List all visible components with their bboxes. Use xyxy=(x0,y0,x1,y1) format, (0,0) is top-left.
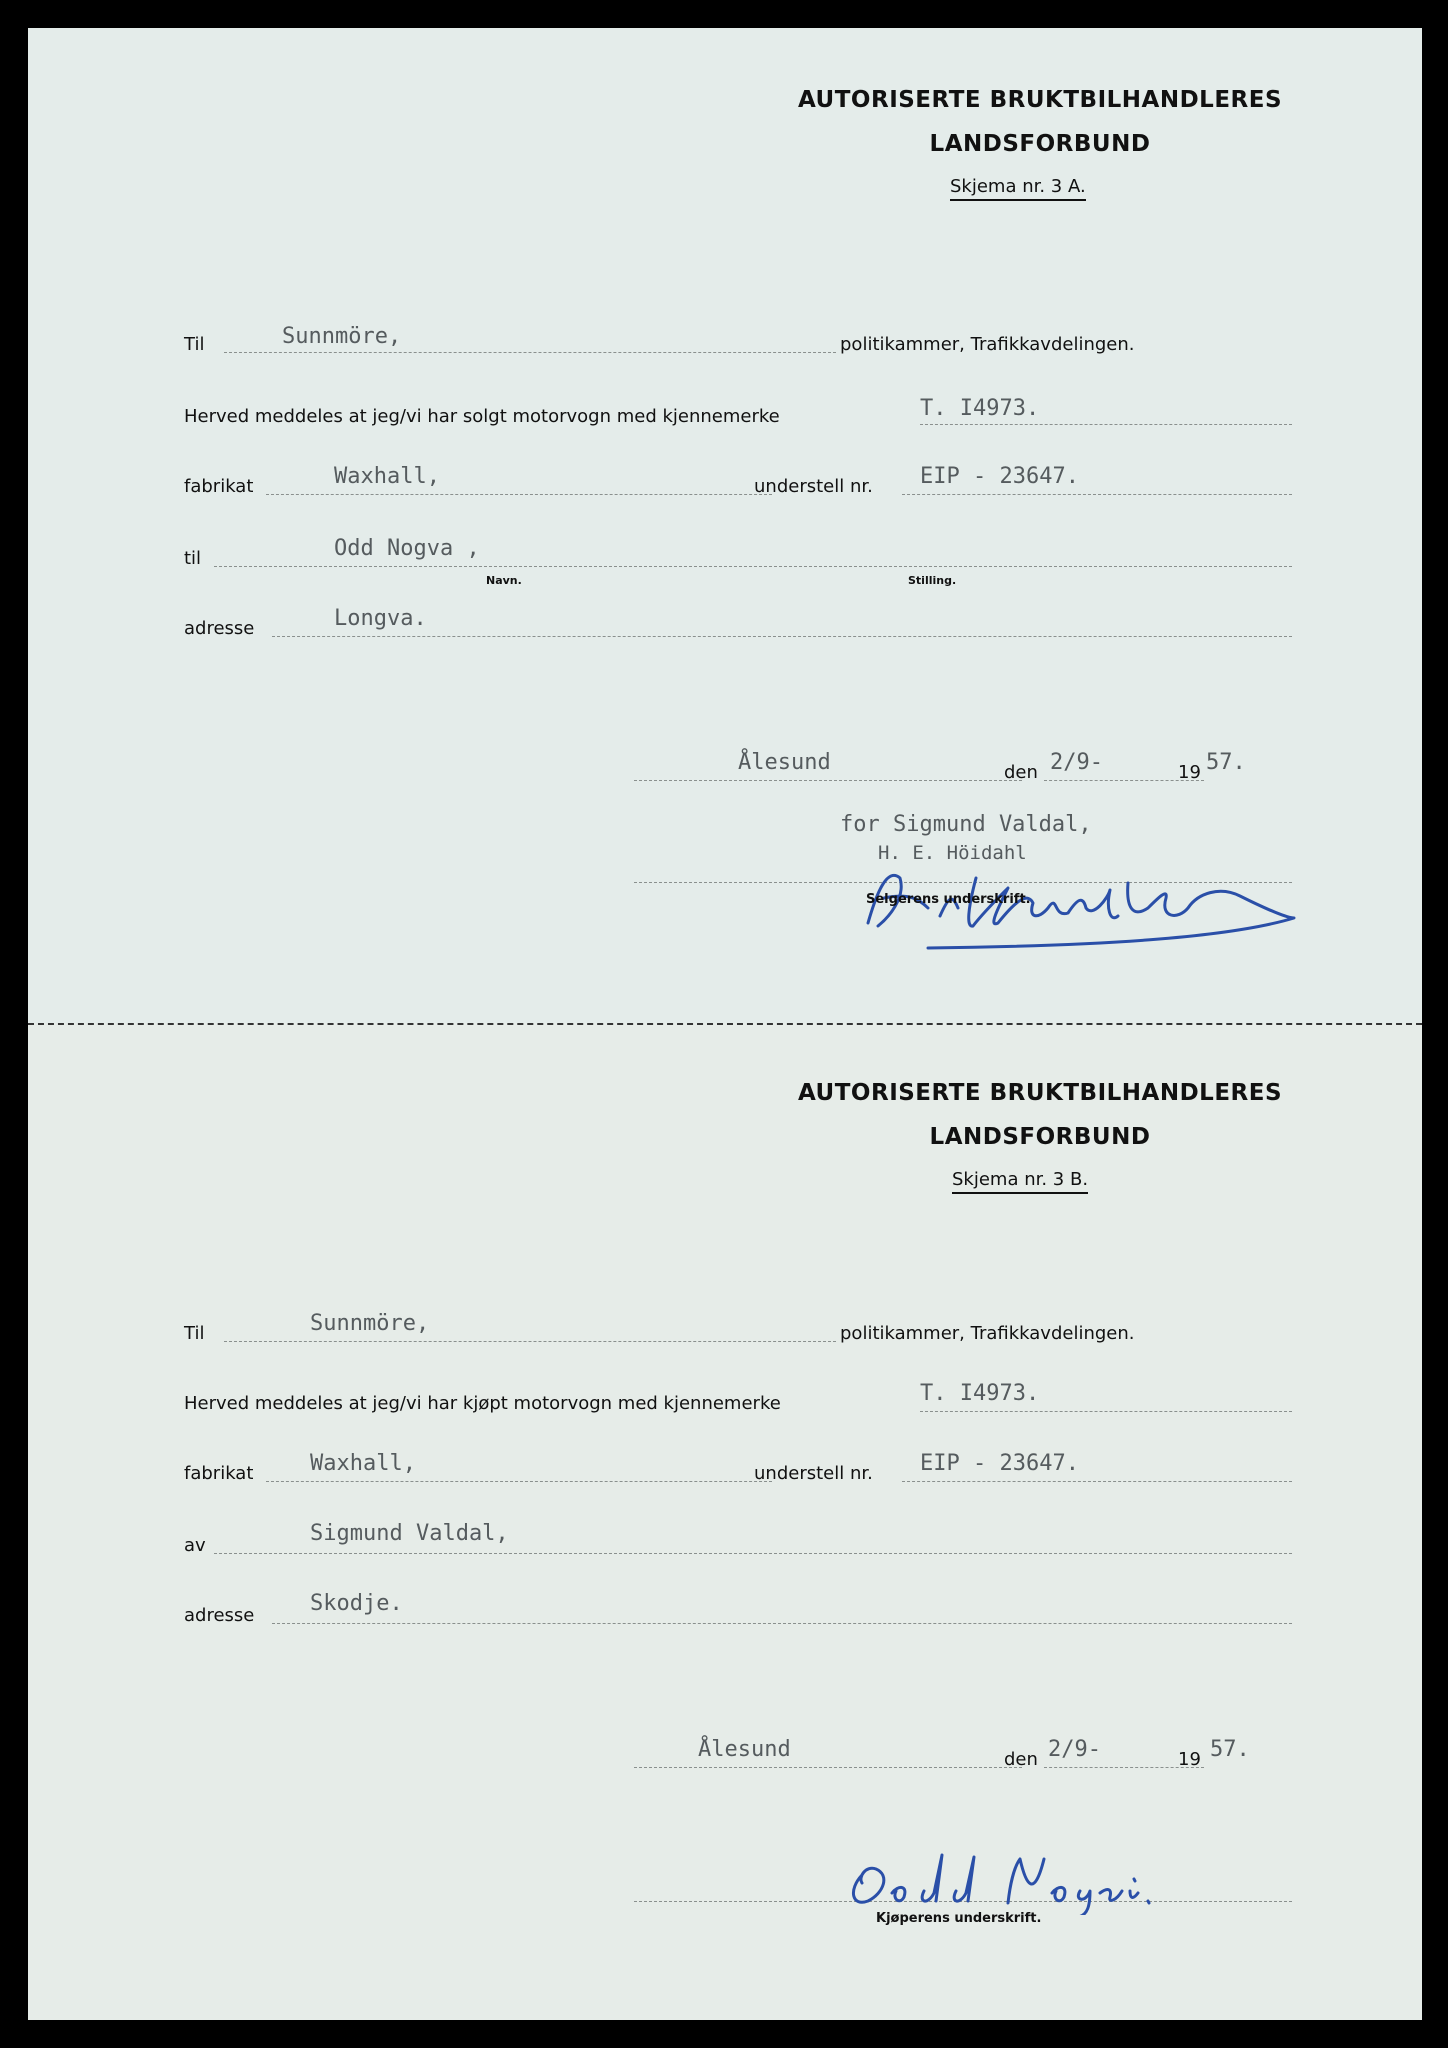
buyer-signature xyxy=(838,1835,1158,1915)
fabrikat-value: Waxhall, xyxy=(310,1451,416,1476)
date-value: 2/9- xyxy=(1050,750,1103,775)
signature-label: Selgerens underskrift. xyxy=(866,892,1031,907)
schema-number: Skjema nr. 3 B. xyxy=(952,1169,1088,1194)
reg-value: T. I4973. xyxy=(920,1381,1040,1406)
til-line xyxy=(224,1341,836,1342)
fabrikat-value: Waxhall, xyxy=(334,464,440,489)
org-title-line2: LANDSFORBUND xyxy=(929,131,1151,157)
year-prefix: 19 xyxy=(1178,762,1201,783)
til-label: Til xyxy=(184,334,205,355)
year-value: 57. xyxy=(1206,750,1246,775)
adresse-line xyxy=(272,1623,1292,1624)
til-value: Sunnmöre, xyxy=(310,1311,430,1336)
org-title-line2: LANDSFORBUND xyxy=(929,1124,1151,1150)
form-a xyxy=(28,28,1422,1023)
org-title-line1: AUTORISERTE BRUKTBILHANDLERES xyxy=(797,87,1283,113)
adresse-label: adresse xyxy=(184,618,255,639)
til2-label: til xyxy=(184,548,202,569)
form-b xyxy=(28,1025,1422,2020)
navn-label: Navn. xyxy=(486,574,522,587)
fabrikat-label: fabrikat xyxy=(184,476,254,497)
for-value: for Sigmund Valdal, xyxy=(840,812,1092,837)
place-value: Ålesund xyxy=(738,750,831,775)
understell-line xyxy=(902,494,1292,495)
reg-value: T. I4973. xyxy=(920,396,1040,421)
understell-line xyxy=(902,1481,1292,1482)
til-line xyxy=(224,352,836,353)
org-title-line1: AUTORISERTE BRUKTBILHANDLERES xyxy=(797,1080,1283,1106)
fabrikat-label: fabrikat xyxy=(184,1463,254,1484)
av-value: Sigmund Valdal, xyxy=(310,1521,509,1546)
place-value: Ålesund xyxy=(698,1737,791,1762)
understell-label: understell nr. xyxy=(754,1463,873,1484)
place-line xyxy=(634,1767,1022,1768)
herved-label: Herved meddeles at jeg/vi har solgt motorvogn med kjennemerke xyxy=(184,406,780,427)
date-value: 2/9- xyxy=(1048,1737,1101,1762)
den-label: den xyxy=(1004,1749,1038,1770)
adresse-line xyxy=(272,636,1292,637)
til-value: Sunnmöre, xyxy=(282,324,402,349)
year-value: 57. xyxy=(1210,1737,1250,1762)
document-sheet xyxy=(28,28,1422,2020)
fabrikat-line xyxy=(266,1481,772,1482)
place-line xyxy=(634,780,1022,781)
adresse-label: adresse xyxy=(184,1605,255,1626)
til2-line xyxy=(214,566,1292,567)
adresse-value: Skodje. xyxy=(310,1591,403,1616)
reg-line xyxy=(920,1411,1292,1412)
adresse-value: Longva. xyxy=(334,606,427,631)
police-label: politikammer, Trafikkavdelingen. xyxy=(840,1323,1135,1344)
av-label: av xyxy=(184,1535,206,1556)
herved-label: Herved meddeles at jeg/vi har kjøpt motorvogn med kjennemerke xyxy=(184,1393,781,1414)
stilling-label: Stilling. xyxy=(908,574,957,587)
understell-value: EIP - 23647. xyxy=(920,1451,1079,1476)
schema-number: Skjema nr. 3 A. xyxy=(950,176,1086,201)
reg-line xyxy=(920,424,1292,425)
signature-label: Kjøperens underskrift. xyxy=(876,1911,1042,1926)
name-value: H. E. Höidahl xyxy=(878,842,1027,864)
av-line xyxy=(214,1553,1292,1554)
understell-value: EIP - 23647. xyxy=(920,464,1079,489)
til2-value: Odd Nogva , xyxy=(334,536,480,561)
year-prefix: 19 xyxy=(1178,1749,1201,1770)
den-label: den xyxy=(1004,762,1038,783)
til-label: Til xyxy=(184,1323,205,1344)
fabrikat-line xyxy=(266,494,772,495)
understell-label: understell nr. xyxy=(754,476,873,497)
police-label: politikammer, Trafikkavdelingen. xyxy=(840,334,1135,355)
